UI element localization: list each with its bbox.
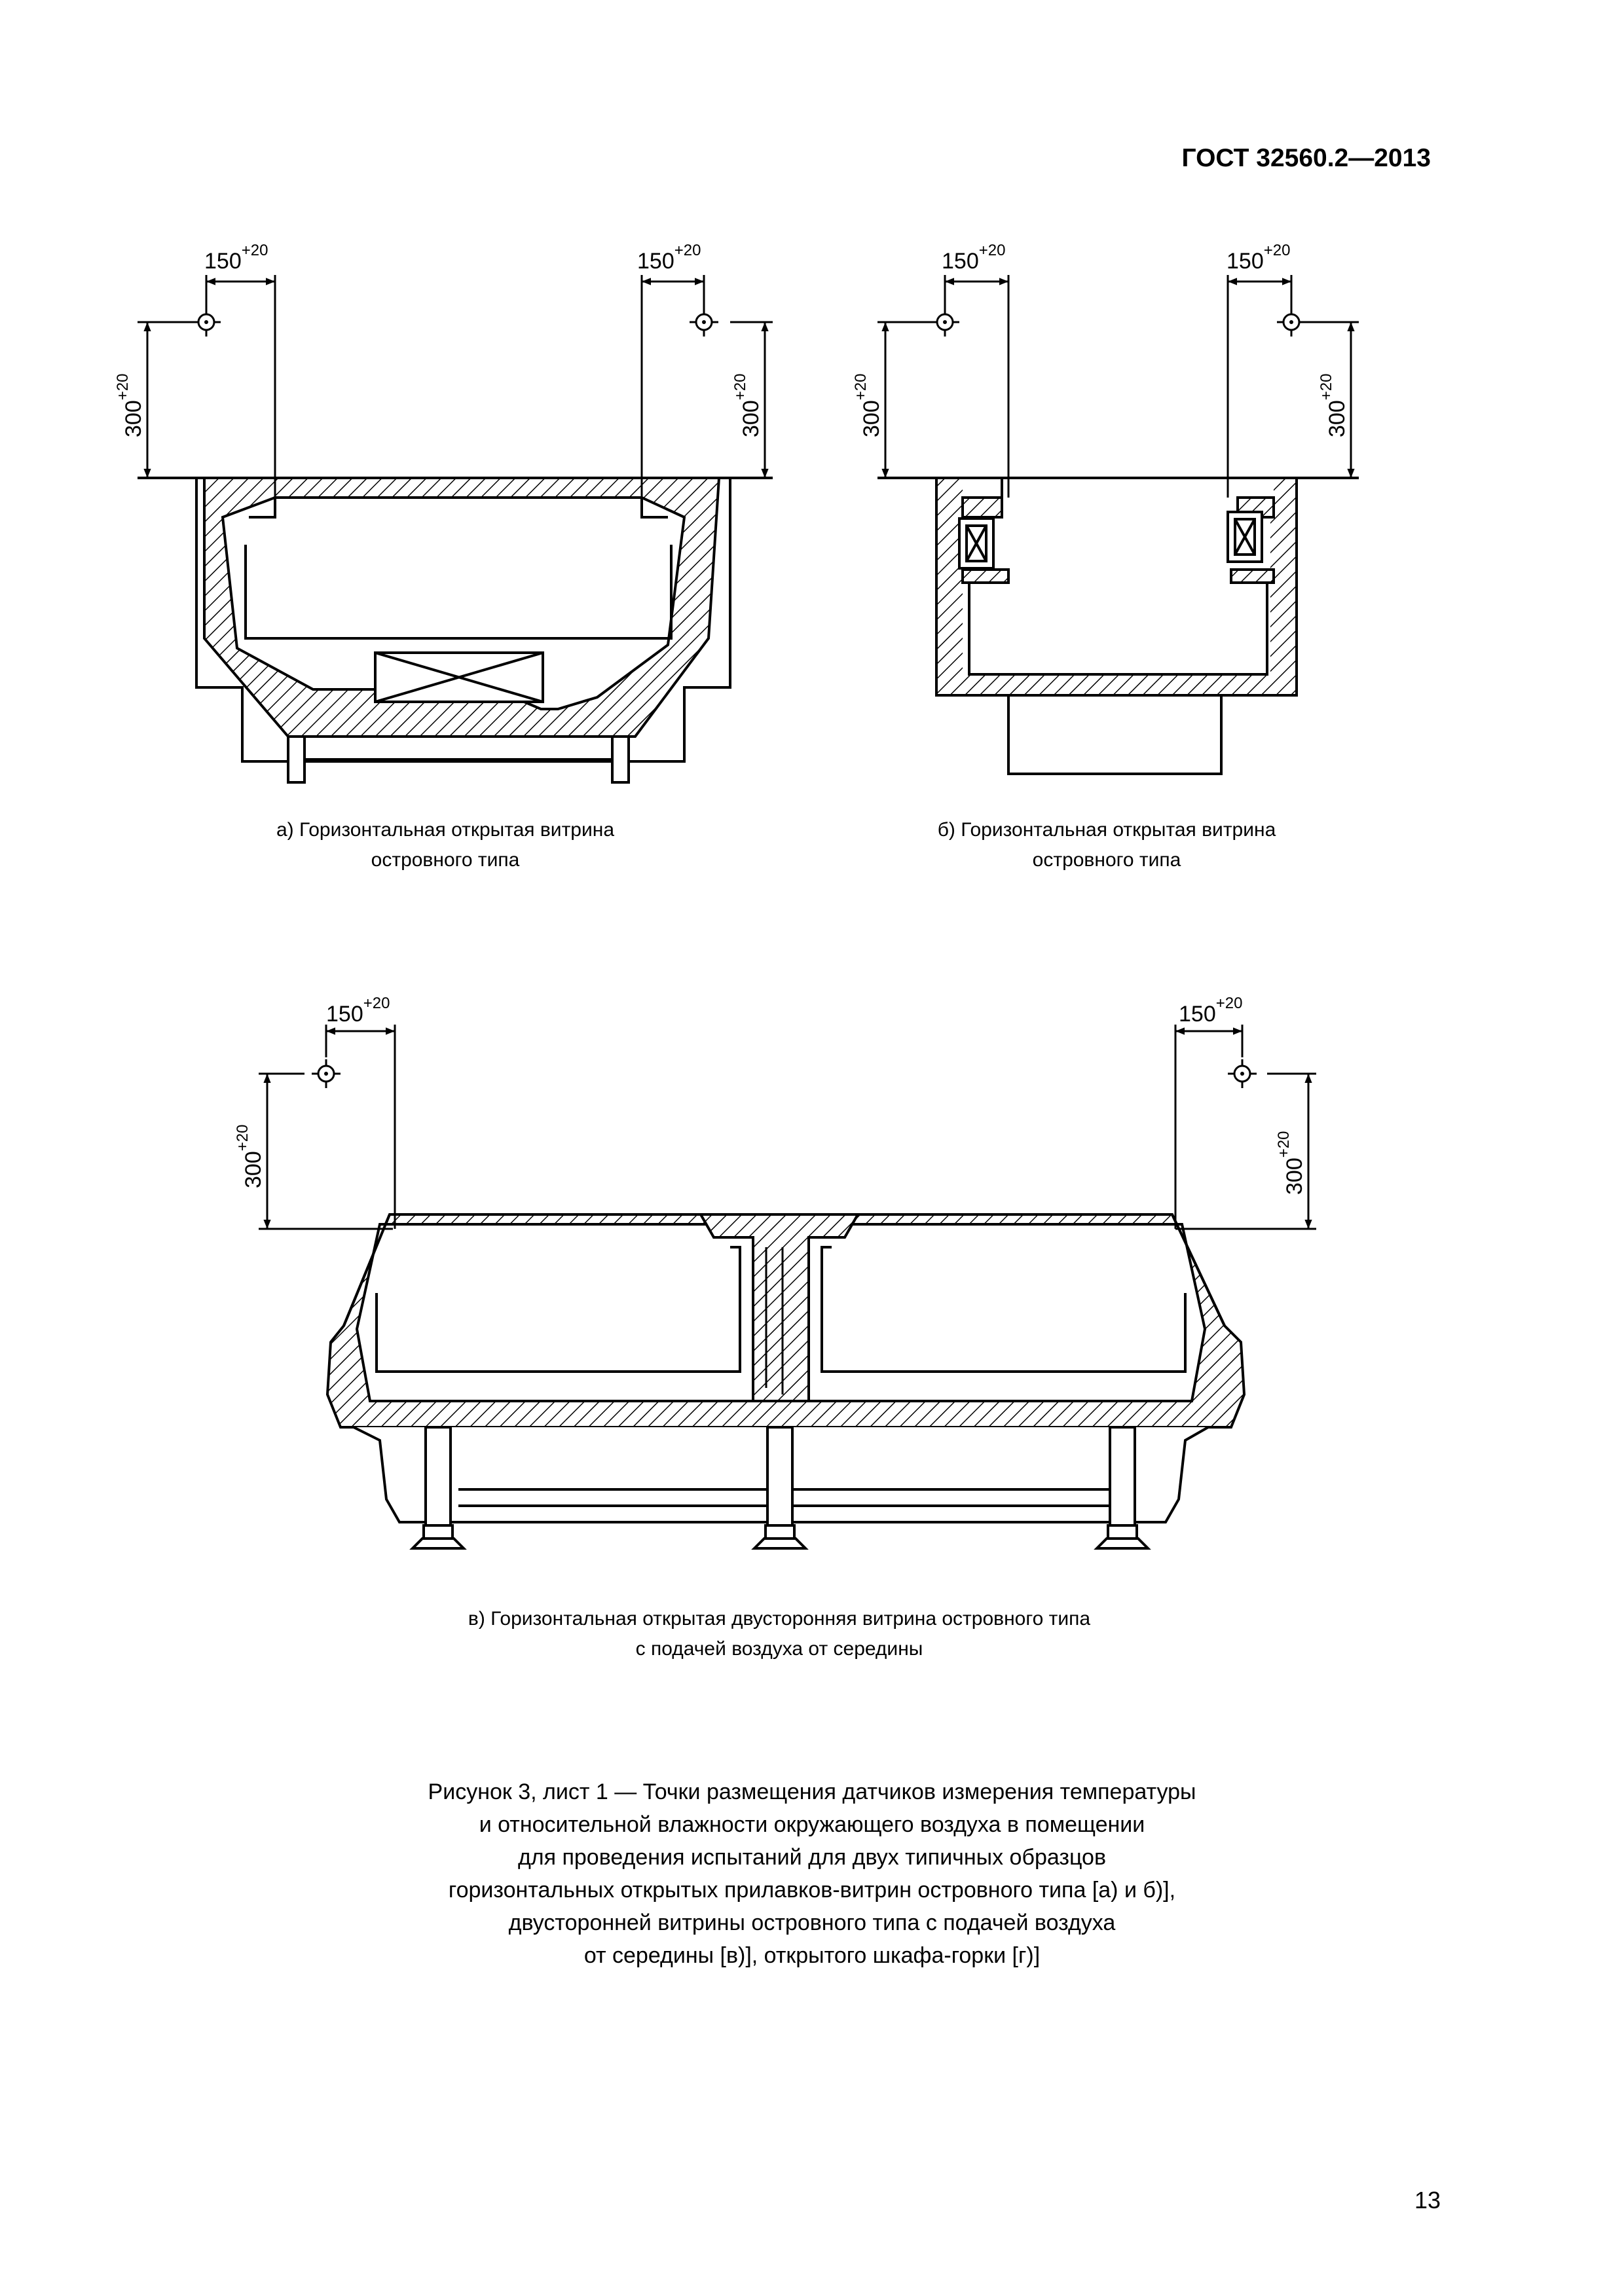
dim-height-v-left: $300^{+20}$ [234, 1124, 266, 1188]
figure-caption-line-6: от середины [в)], открытого шкафа-горки [г)] [583, 1943, 1041, 1968]
sensor-point-b-left [931, 308, 959, 337]
dim-width-v-left: $150^{+20}$ [326, 994, 390, 1027]
dim-height-b-right: $300^{+20}$ [1318, 373, 1350, 437]
sensor-point-v-left [312, 1059, 341, 1088]
caption-v-line-2: с подачей воздуха от середины [635, 1638, 923, 1660]
figure-caption-line-4: горизонтальных открытых прилавков-витрин островного типа [а) и б)], [448, 1878, 1176, 1903]
dim-width-a-left: $150^{+20}$ [204, 242, 268, 274]
figure-caption-line-1: Рисунок 3, лист 1 — Точки размещения датчиков измерения температуры [428, 1779, 1196, 1804]
caption-b-line-2: островного типа [1032, 849, 1181, 871]
caption-v [354, 1604, 1205, 1664]
dim-height-a-left: $300^{+20}$ [114, 373, 146, 437]
dim-width-v-right: $150^{+20}$ [1179, 994, 1243, 1027]
figure-v [327, 1214, 1244, 1548]
sensor-point-v-right [1228, 1059, 1257, 1088]
caption-a [216, 815, 674, 875]
sensor-point-a-right [690, 308, 718, 337]
sensor-point-b-right [1277, 308, 1306, 337]
dim-width-a-right: $150^{+20}$ [637, 242, 701, 274]
dim-height-v-right: $300^{+20}$ [1275, 1131, 1307, 1195]
caption-a-line-2: островного типа [371, 849, 520, 871]
caption-v-line-1: в) Горизонтальная открытая двусторонняя витрина островного типа [468, 1608, 1091, 1630]
caption-a-line-1: а) Горизонтальная открытая витрина [276, 819, 615, 841]
standard-header: ГОСТ 32560.2—2013 [1181, 144, 1431, 172]
figure-caption-line-2: и относительной влажности окружающего воздуха в помещении [479, 1812, 1145, 1837]
figure-b [936, 478, 1297, 774]
figure-caption-line-3: для проведения испытаний для двух типичных образцов [517, 1845, 1107, 1870]
dim-height-a-right: $300^{+20}$ [731, 373, 764, 437]
sensor-point-a-left [192, 308, 221, 337]
figure-caption-line-5: двусторонней витрины островного типа с подачей воздуха [508, 1910, 1116, 1935]
caption-b [877, 815, 1336, 875]
dim-height-b-left: $300^{+20}$ [852, 373, 884, 437]
dim-width-b-left: $150^{+20}$ [942, 242, 1006, 274]
figure-caption [223, 1776, 1401, 1972]
page-number: 13 [1414, 2187, 1441, 2214]
dim-width-b-right: $150^{+20}$ [1227, 242, 1291, 274]
caption-b-line-1: б) Горизонтальная открытая витрина [937, 819, 1276, 841]
figure-a [196, 478, 730, 782]
